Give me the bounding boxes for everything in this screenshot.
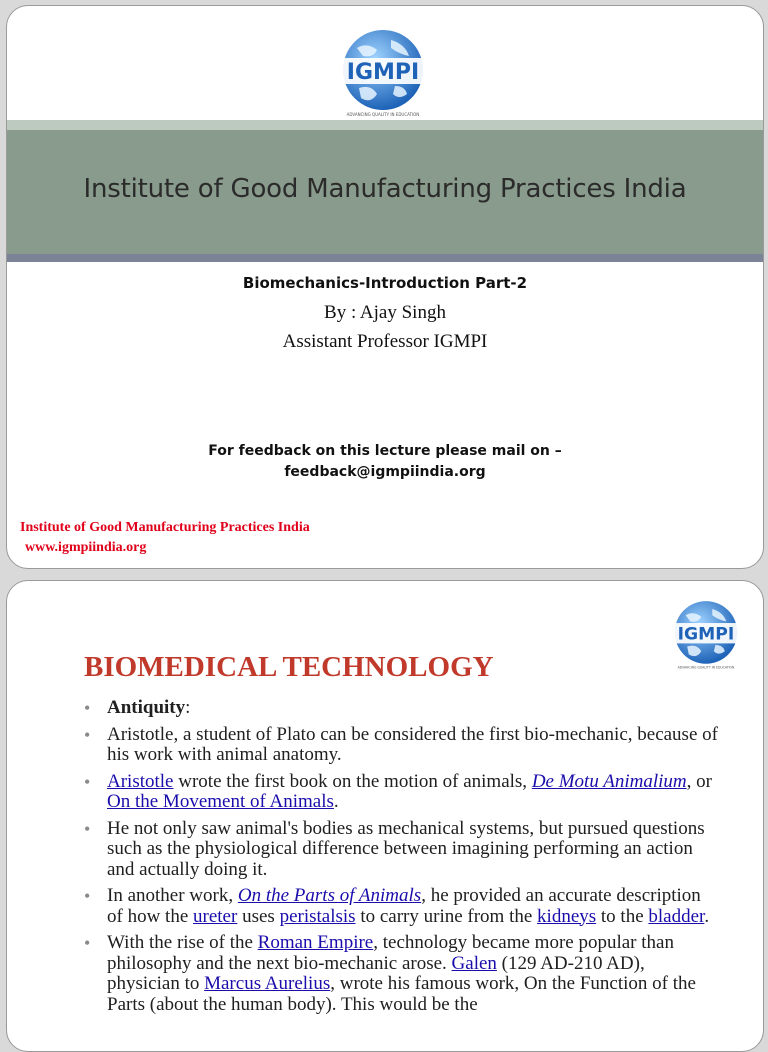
feedback-note: For feedback on this lecture please mail on – [208, 443, 562, 459]
lecture-subtitle: Biomechanics-Introduction Part-2 [242, 274, 528, 292]
link-ureter[interactable]: ureter [193, 905, 238, 927]
list-item [80, 886, 720, 927]
list-item: • Aristotle, a student of Plato can be considered the first bio-mechanic, because of his work with animal anatomy. [80, 725, 720, 766]
link-parts-of-animals[interactable]: On the Parts of Animals [237, 885, 422, 906]
content-slide [6, 580, 764, 1052]
list-item [80, 772, 720, 813]
link-peristalsis[interactable]: peristalsis [279, 905, 356, 927]
svg-text:ADVANCING QUALITY IN EDUCATION: ADVANCING QUALITY IN EDUCATION [346, 112, 420, 117]
list-item [80, 698, 720, 719]
title-band [7, 120, 763, 262]
svg-text:IGMPI: IGMPI [346, 60, 420, 85]
bullet-list [80, 698, 720, 1021]
author-role: Assistant Professor IGMPI [282, 331, 488, 352]
slide-title: Institute of Good Manufacturing Practices India [83, 174, 687, 204]
text-segment: , or [686, 770, 712, 792]
author-name: By : Ajay Singh [324, 302, 446, 323]
title-slide [6, 5, 764, 569]
list-item [80, 933, 720, 1015]
colon-text: : [185, 697, 191, 718]
link-bladder[interactable]: bladder [648, 905, 705, 927]
link-roman-empire[interactable]: Roman Empire [257, 932, 374, 953]
text-segment: . [333, 791, 339, 812]
text-segment: , wrote his famous work, On the Function of the Parts (about the human body). This would be the [107, 973, 696, 1015]
globe-logo-icon [663, 598, 749, 670]
link-aristotle[interactable]: Aristotle [107, 770, 174, 792]
globe-logo-icon [329, 26, 437, 118]
antiquity-label: Antiquity [107, 697, 186, 718]
feedback-email: feedback@igmpiindia.org [284, 464, 486, 480]
text-segment: , he provided an accurate description of how the [107, 885, 701, 927]
igmpi-logo [329, 26, 437, 118]
link-kidneys[interactable]: kidneys [537, 905, 597, 927]
link-movement-of-animals[interactable]: On the Movement of Animals [107, 791, 334, 812]
link-de-motu-animalium[interactable]: De Motu Animalium [531, 770, 687, 792]
list-item: • He not only saw animal's bodies as mechanical systems, but pursued questions such as the physiological difference between imagining performing an action and actually doing it. [80, 819, 720, 881]
text-segment: to the [596, 905, 649, 927]
slide-heading: BIOMEDICAL TECHNOLOGY [84, 651, 494, 683]
text-segment: uses [237, 905, 280, 927]
text-segment: wrote the first book on the motion of animals, [173, 770, 532, 792]
igmpi-logo-small [663, 598, 749, 670]
text-segment: With the rise of the [107, 932, 258, 953]
link-galen[interactable]: Galen [451, 952, 497, 974]
text-segment: In another work, [107, 885, 238, 906]
footer-website-link[interactable]: www.igmpiindia.org [25, 540, 147, 555]
text-segment: to carry urine from the [355, 905, 538, 927]
text-segment: (129 AD-210 AD), physician to [107, 952, 645, 994]
footer-institute-name: Institute of Good Manufacturing Practices India [20, 520, 310, 535]
text-segment: , technology became more popular than philosophy and the next bio-mechanic arose. [107, 932, 674, 974]
text-segment: . [704, 905, 710, 927]
svg-text:ADVANCING QUALITY IN EDUCATION: ADVANCING QUALITY IN EDUCATION [677, 665, 735, 670]
svg-text:IGMPI: IGMPI [677, 624, 735, 645]
link-marcus-aurelius[interactable]: Marcus Aurelius [204, 973, 331, 994]
